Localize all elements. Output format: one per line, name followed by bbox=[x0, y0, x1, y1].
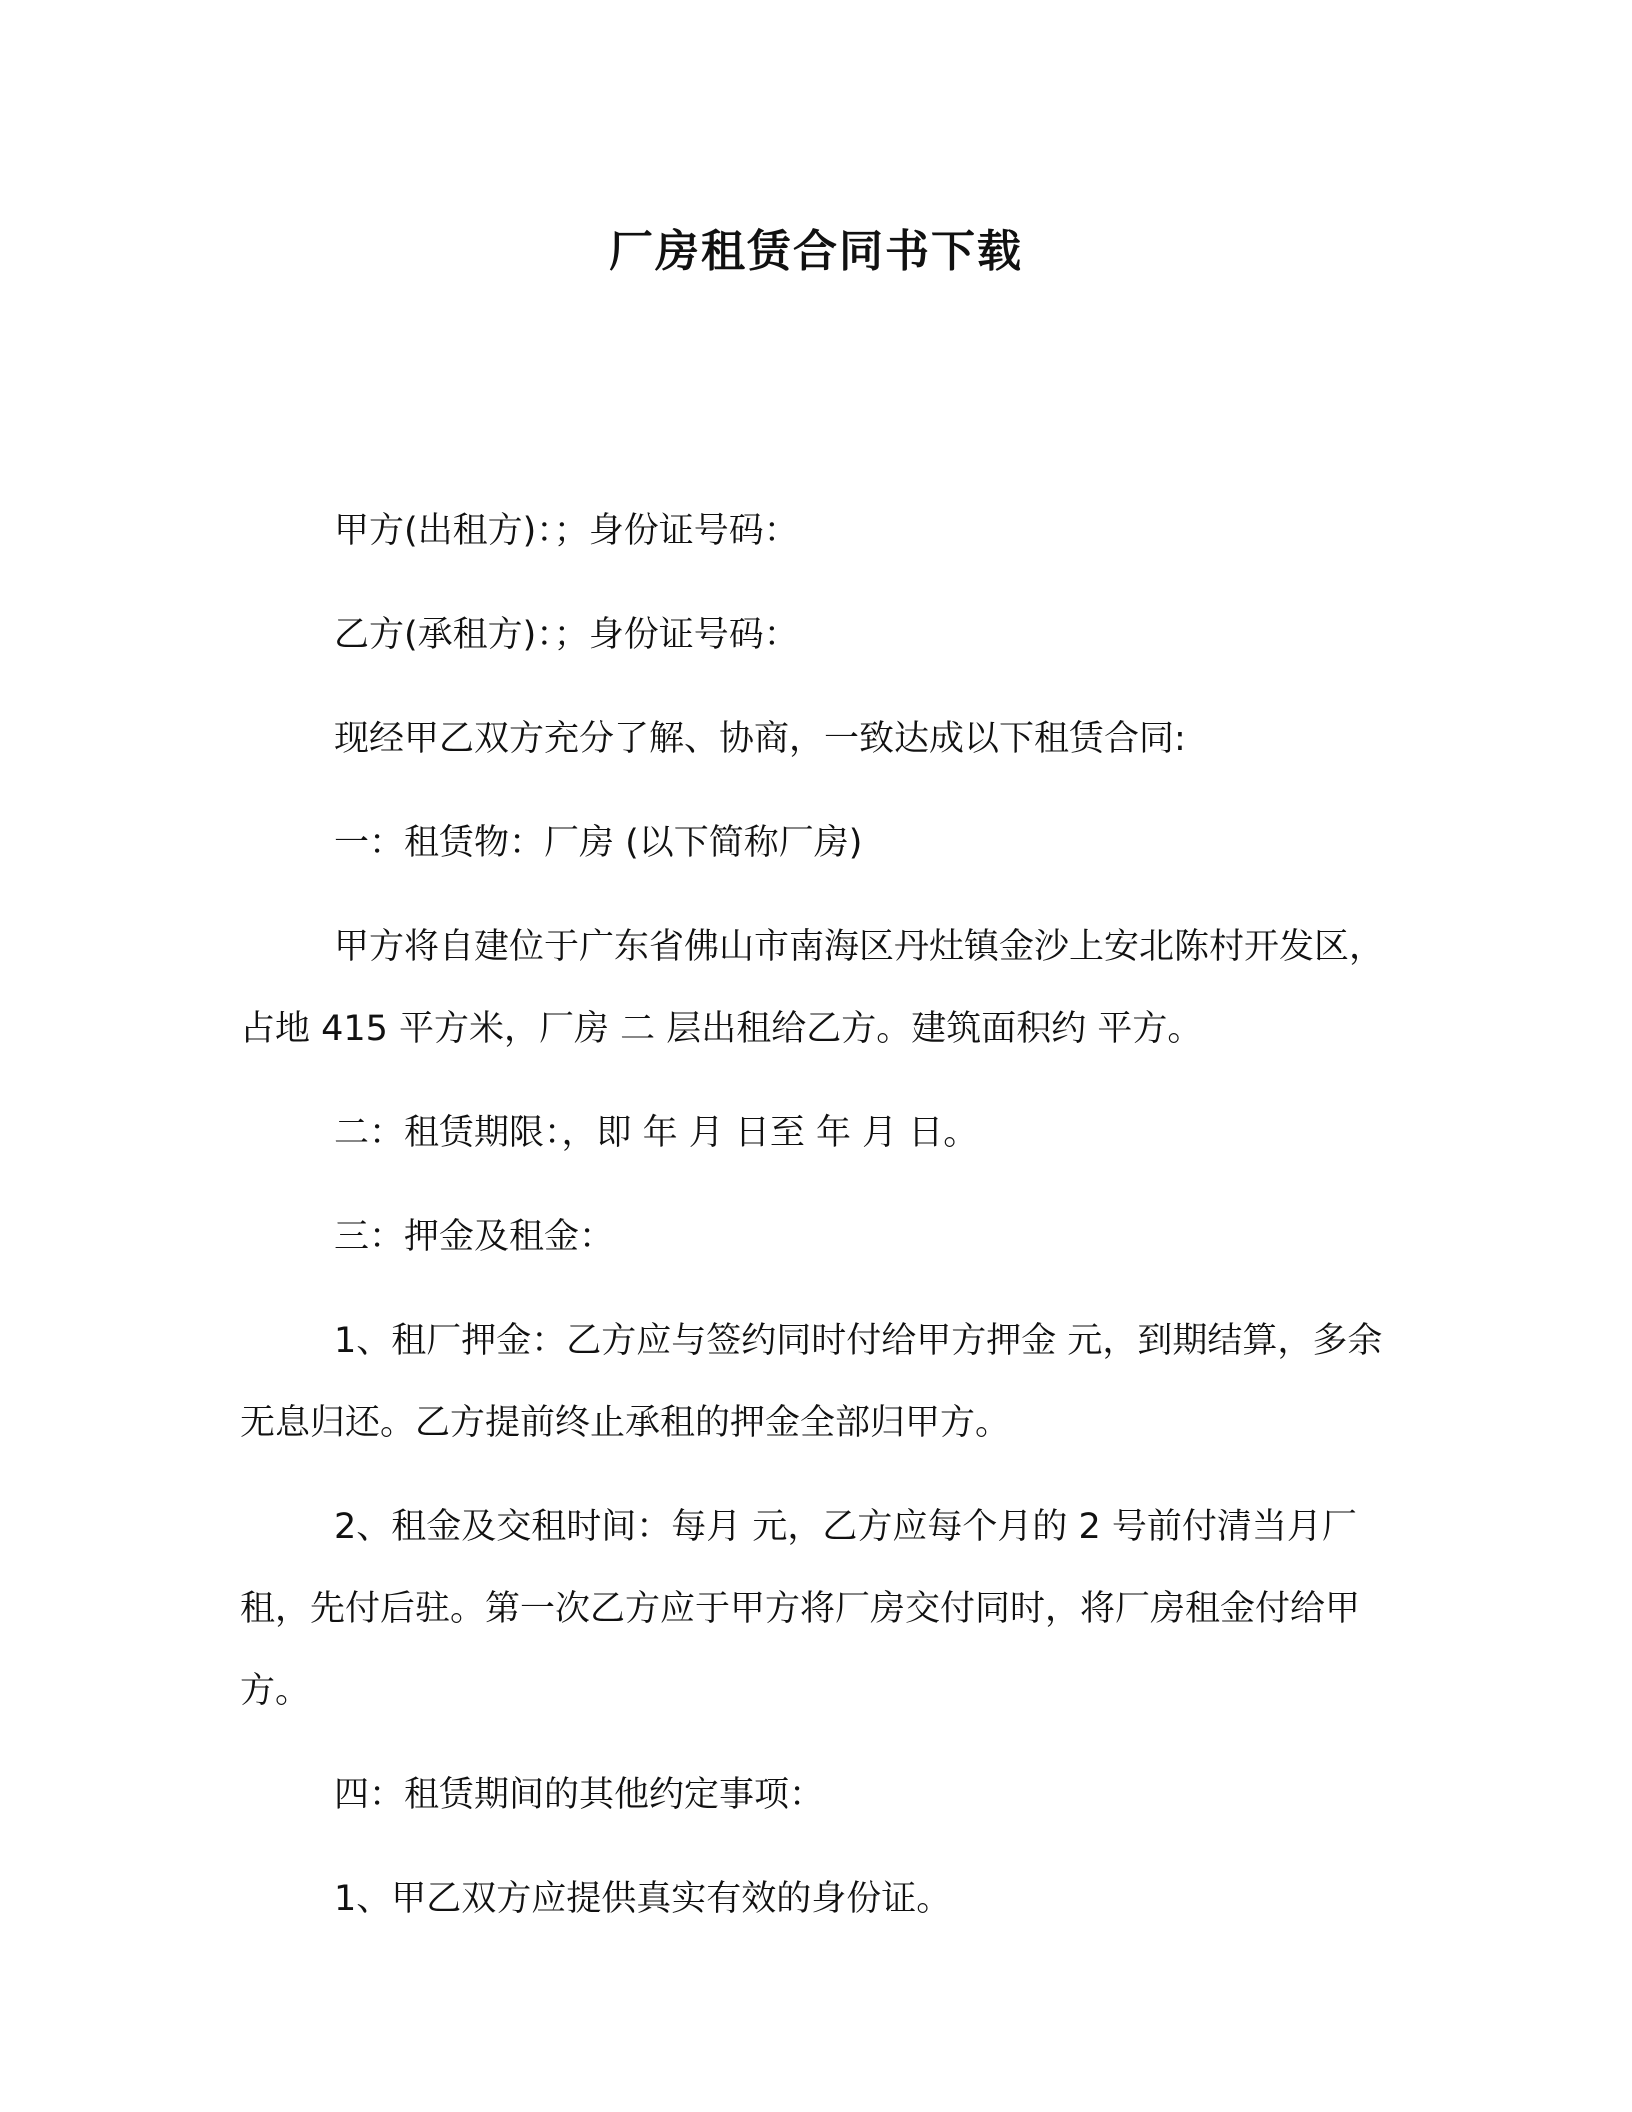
section-1-heading: 一：租赁物：厂房 (以下简称厂房) bbox=[334, 823, 863, 863]
document-body bbox=[240, 490, 1400, 1962]
agreement-intro: 现经甲乙双方充分了解、协商，一致达成以下租赁合同: bbox=[334, 719, 1186, 759]
property-description: 甲方将自建位于广东省佛山市南海区丹灶镇金沙上安北陈村开发区，占地 415 平方米，厂房 二 层出租给乙方。建筑面积约 平方。 bbox=[240, 927, 1385, 1049]
id-requirement-clause: 1、甲乙双方应提供真实有效的身份证。 bbox=[334, 1879, 952, 1919]
section-3-heading: 三：押金及租金： bbox=[334, 1217, 615, 1257]
document-title: 厂房租赁合同书下载 bbox=[609, 226, 1023, 277]
section-4-heading: 四：租赁期间的其他约定事项： bbox=[334, 1775, 825, 1815]
party-a-line: 甲方(出租方)：；身份证号码： bbox=[334, 511, 799, 551]
section-2-term: 二：租赁期限：，即 年 月 日至 年 月 日。 bbox=[334, 1113, 979, 1153]
rent-clause: 2、租金及交租时间：每月 元，乙方应每个月的 2 号前付清当月厂租，先付后驻。第一次乙方应于甲方将厂房交付同时，将厂房租金付给甲方。 bbox=[240, 1507, 1361, 1711]
deposit-clause: 1、租厂押金：乙方应与签约同时付给甲方押金 元，到期结算，多余无息归还。乙方提前终止承租的押金全部归甲方。 bbox=[240, 1321, 1383, 1443]
party-b-line: 乙方(承租方)：；身份证号码： bbox=[334, 615, 799, 655]
